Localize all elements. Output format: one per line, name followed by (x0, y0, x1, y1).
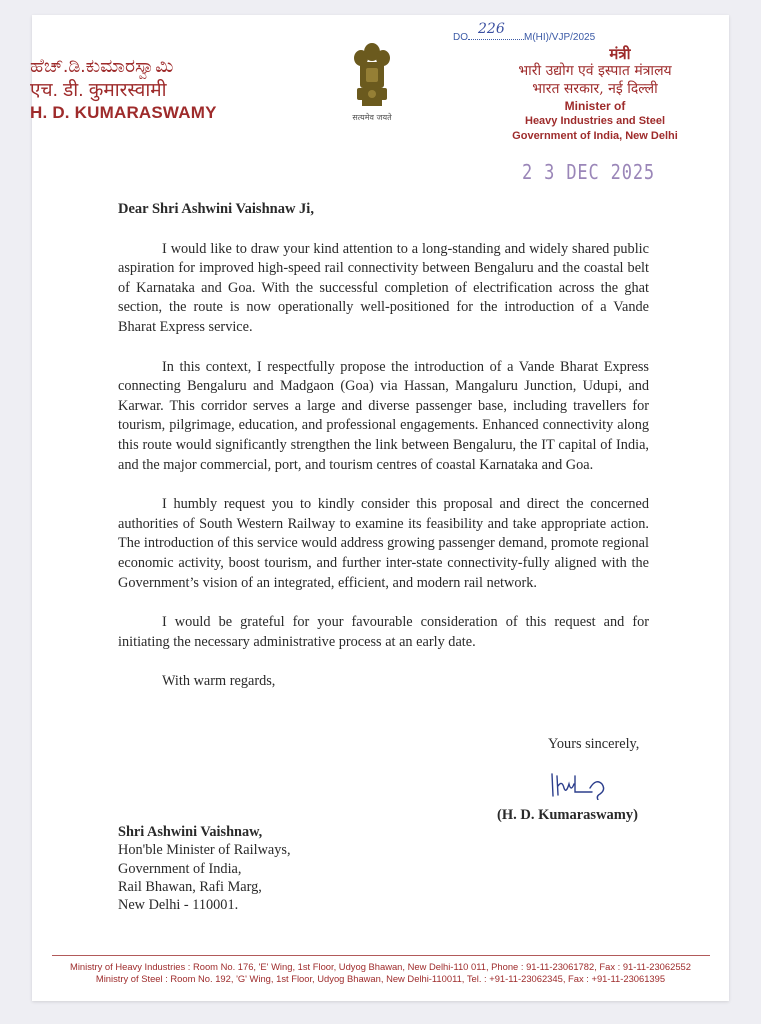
ministry-english: Heavy Industries and Steel (525, 115, 665, 127)
ministry-hindi: भारी उद्योग एवं इस्पात मंत्रालय (518, 63, 672, 79)
paragraph-2: In this context, I respectfully propose the introduction of a Vande Bharat Express connecting Bengaluru and Madgaon (Goa) via Hassan, Mangaluru Junction, Udupi, and Karwar. This corridor serves a large and diverse passenger base, including travellers for tourism, pilgrimage, education, and professional engagements. Enhanced connectivity along this route would significantly strengthen the link between Bengaluru, the IT capital of India, and the major commercial, port, and tourism centres of coastal Karnataka and Goa. (118, 358, 649, 473)
closing: With warm regards, (162, 673, 276, 690)
signer-name: (H. D. Kumaraswamy) (497, 807, 638, 823)
paragraph-1: I would like to draw your kind attention to a long-standing and widely shared public aspiration for improved high-speed rail connectivity between Bengaluru and the coastal belt of Karnataka and Goa. With the successful completion of electrification across the ghat section, the route is now operationally well-positioned for the introduction of a Vande Bharat Express service. (118, 240, 649, 335)
handwritten-signature-icon (548, 770, 610, 800)
state-emblem (347, 38, 397, 123)
sign-off: Yours sincerely, (548, 736, 640, 752)
salutation: Dear Shri Ashwini Vaishnaw Ji, (118, 201, 314, 217)
letterhead-name-block (30, 55, 217, 124)
do-prefix: DO (453, 32, 468, 43)
letter-body (118, 200, 649, 692)
addressee-line: Government of India, (118, 860, 242, 877)
addressee-line: Hon'ble Minister of Railways, (118, 842, 291, 859)
paragraph-4: I would be grateful for your favourable consideration of this request and for initiating the necessary administrative process at an early date. (118, 614, 649, 650)
signature (548, 770, 610, 805)
paragraph-3: I humbly request you to kindly consider this proposal and direct the concerned authorities of South Western Railway to examine its feasibility and take appropriate action. The introduction of this service would address growing passenger demand, promote regional economic activity, boost tourism, and further inter-state connectivity-fully aligned with the Government’s vision of an integrated, efficient, and modern rail network. (118, 496, 649, 591)
footer-line-heavy-industries: Ministry of Heavy Industries : Room No. 176, 'E' Wing, 1st Floor, Udyog Bhawan, New Delhi-110 011, Phone : 91-11-23061782, Fax : 91-11-23062552 (70, 961, 691, 972)
title-english: Minister of (564, 99, 626, 113)
emblem-motto: सत्यमेव जयते (352, 113, 392, 122)
name-hindi: एच. डी. कुमारस्वामी (30, 80, 167, 101)
addressee-line: New Delhi - 110001. (118, 897, 239, 914)
govt-hindi: भारत सरकार, नई दिल्ली (532, 81, 658, 97)
do-reference (453, 21, 596, 43)
date-stamp: 2 3 DEC 2025 (522, 160, 656, 184)
footer-address (32, 961, 729, 985)
do-suffix: M(HI)/VJP/2025 (524, 32, 596, 43)
footer-line-steel: Ministry of Steel : Room No. 192, 'G' Wing, 1st Floor, Udyog Bhawan, New Delhi-110011, Tel. : +91-11-23062345, Fax : +91-11-23061395 (95, 973, 666, 984)
do-number-handwritten: 226 (478, 21, 505, 37)
name-english: H. D. KUMARASWAMY (30, 103, 217, 122)
footer-divider (52, 955, 710, 956)
addressee-name: Shri Ashwini Vaishnaw, (118, 824, 263, 840)
title-hindi: मंत्री (609, 45, 631, 63)
name-kannada: ಹೆಚ್.ಡಿ.ಕುಮಾರಸ್ವಾಮಿ (30, 56, 174, 77)
govt-english: Government of India, New Delhi (512, 130, 678, 142)
ashoka-emblem-icon (352, 38, 392, 110)
addressee-line: Rail Bhawan, Rafi Marg, (118, 878, 262, 895)
addressee-block (118, 823, 291, 914)
